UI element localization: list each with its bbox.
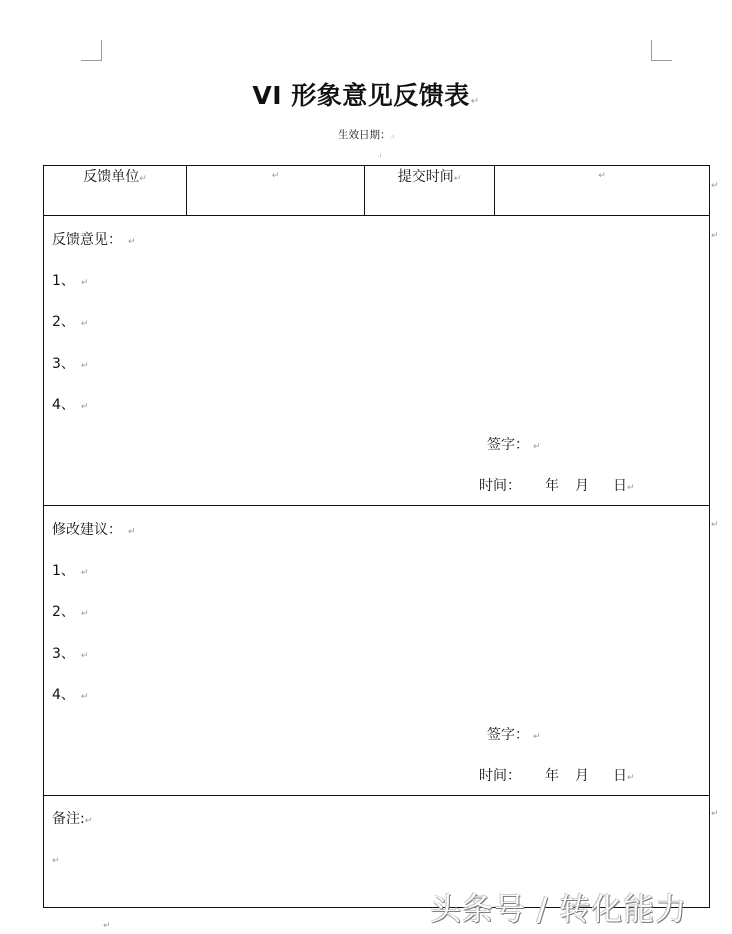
paragraph-mark-icon: ↵ (80, 609, 89, 619)
paragraph-mark-icon: ↵ (80, 361, 89, 371)
suggestions-heading-text: 修改建议： (52, 522, 122, 538)
feedback-item[interactable] (52, 394, 88, 414)
year-label: 年 (545, 768, 559, 784)
suggestion-item-number: 4、 (52, 687, 75, 703)
remarks-heading-text: 备注: (52, 811, 85, 827)
remarks-empty-line[interactable] (52, 851, 60, 867)
paragraph-mark-icon: ↵ (128, 527, 136, 537)
signature-label: 签字： (487, 727, 529, 743)
paragraph-mark-icon: ↵ (84, 816, 93, 826)
suggestion-item[interactable] (52, 601, 88, 621)
day-label: 日 (613, 478, 627, 494)
time-label: 时间： (479, 768, 521, 784)
paragraph-mark-icon: ↵ (128, 237, 136, 247)
paragraph-mark-icon: ↵ (627, 483, 635, 493)
suggestion-item[interactable] (52, 560, 88, 580)
feedback-item-number: 1、 (52, 273, 75, 289)
feedback-heading-text: 反馈意见： (52, 232, 122, 248)
paragraph-mark-icon: ↵ (533, 442, 541, 452)
feedback-item[interactable] (52, 311, 88, 331)
paragraph-mark-icon: ↵ (80, 568, 89, 578)
suggestion-item-number: 1、 (52, 563, 75, 579)
document-title (0, 76, 732, 112)
paragraph-mark-icon: ↵ (453, 174, 462, 184)
paragraph-mark-icon: ↵ (80, 402, 89, 412)
feedback-date[interactable] (479, 475, 635, 495)
paragraph-mark-icon: ↵ (80, 651, 89, 661)
paragraph-mark-icon: ↵ (52, 856, 60, 866)
submit-time-label-cell (365, 166, 495, 216)
paragraph-mark-icon: ↵ (103, 921, 111, 931)
feedback-item-number: 3、 (52, 356, 75, 372)
time-label: 时间： (479, 478, 521, 494)
feedback-item[interactable] (52, 353, 88, 373)
feedback-section (44, 216, 709, 505)
paragraph-mark-icon: ↵ (627, 773, 635, 783)
unit-label: 反馈单位 (83, 169, 140, 185)
feedback-item-number: 4、 (52, 397, 75, 413)
feedback-cell[interactable] (44, 216, 710, 506)
suggestions-section (44, 506, 709, 795)
title-text: VI 形象意见反馈表 (252, 81, 470, 110)
effective-date (0, 127, 732, 142)
submit-time-input-cell[interactable] (495, 166, 710, 216)
feedback-heading (52, 229, 136, 249)
suggestion-item-number: 2、 (52, 604, 75, 620)
suggestion-item[interactable] (52, 643, 88, 663)
suggestion-item[interactable] (52, 684, 88, 704)
submit-time-label: 提交时间 (397, 169, 454, 185)
header-row (44, 166, 710, 216)
month-label: 月 (575, 478, 589, 494)
feedback-form-table (43, 165, 710, 908)
watermark: 头条号 / 转化能力 (430, 892, 688, 928)
paragraph-mark-icon: ↵ (80, 692, 89, 702)
row-end-mark-icon: ↵ (711, 520, 719, 530)
year-label: 年 (545, 478, 559, 494)
feedback-item-number: 2、 (52, 314, 75, 330)
day-label: 日 (613, 768, 627, 784)
suggestions-row (44, 506, 710, 796)
suggestions-signature[interactable] (487, 724, 541, 744)
paragraph-mark-icon: ↵ (533, 732, 541, 742)
remarks-heading (52, 808, 92, 828)
paragraph-mark-icon: ↵ (271, 171, 280, 181)
row-end-mark-icon: ↵ (711, 809, 719, 819)
suggestions-date[interactable] (479, 765, 635, 785)
month-label: 月 (575, 768, 589, 784)
signature-label: 签字： (487, 437, 529, 453)
feedback-row (44, 216, 710, 506)
suggestion-item-number: 3、 (52, 646, 75, 662)
crop-mark-top-right (651, 40, 672, 61)
paragraph-mark-icon: ↵ (139, 174, 147, 184)
paragraph-mark-icon: ↵ (470, 96, 480, 107)
unit-input-cell[interactable] (187, 166, 365, 216)
suggestions-heading (52, 519, 136, 539)
feedback-item[interactable] (52, 270, 88, 290)
feedback-signature[interactable] (487, 434, 541, 454)
row-end-mark-icon: ↵ (711, 231, 719, 241)
effective-date-label: 生效日期： (337, 129, 391, 141)
row-end-mark-icon: ↵ (711, 181, 719, 191)
suggestions-cell[interactable] (44, 506, 710, 796)
paragraph-mark-icon: .ı (390, 133, 395, 140)
unit-label-cell (44, 166, 187, 216)
paragraph-mark-icon: ↵ (80, 278, 89, 288)
paragraph-mark-icon: .ı (378, 152, 382, 159)
crop-mark-top-left (81, 40, 102, 61)
paragraph-mark-icon: ↵ (598, 171, 606, 181)
paragraph-mark-icon: ↵ (80, 319, 89, 329)
